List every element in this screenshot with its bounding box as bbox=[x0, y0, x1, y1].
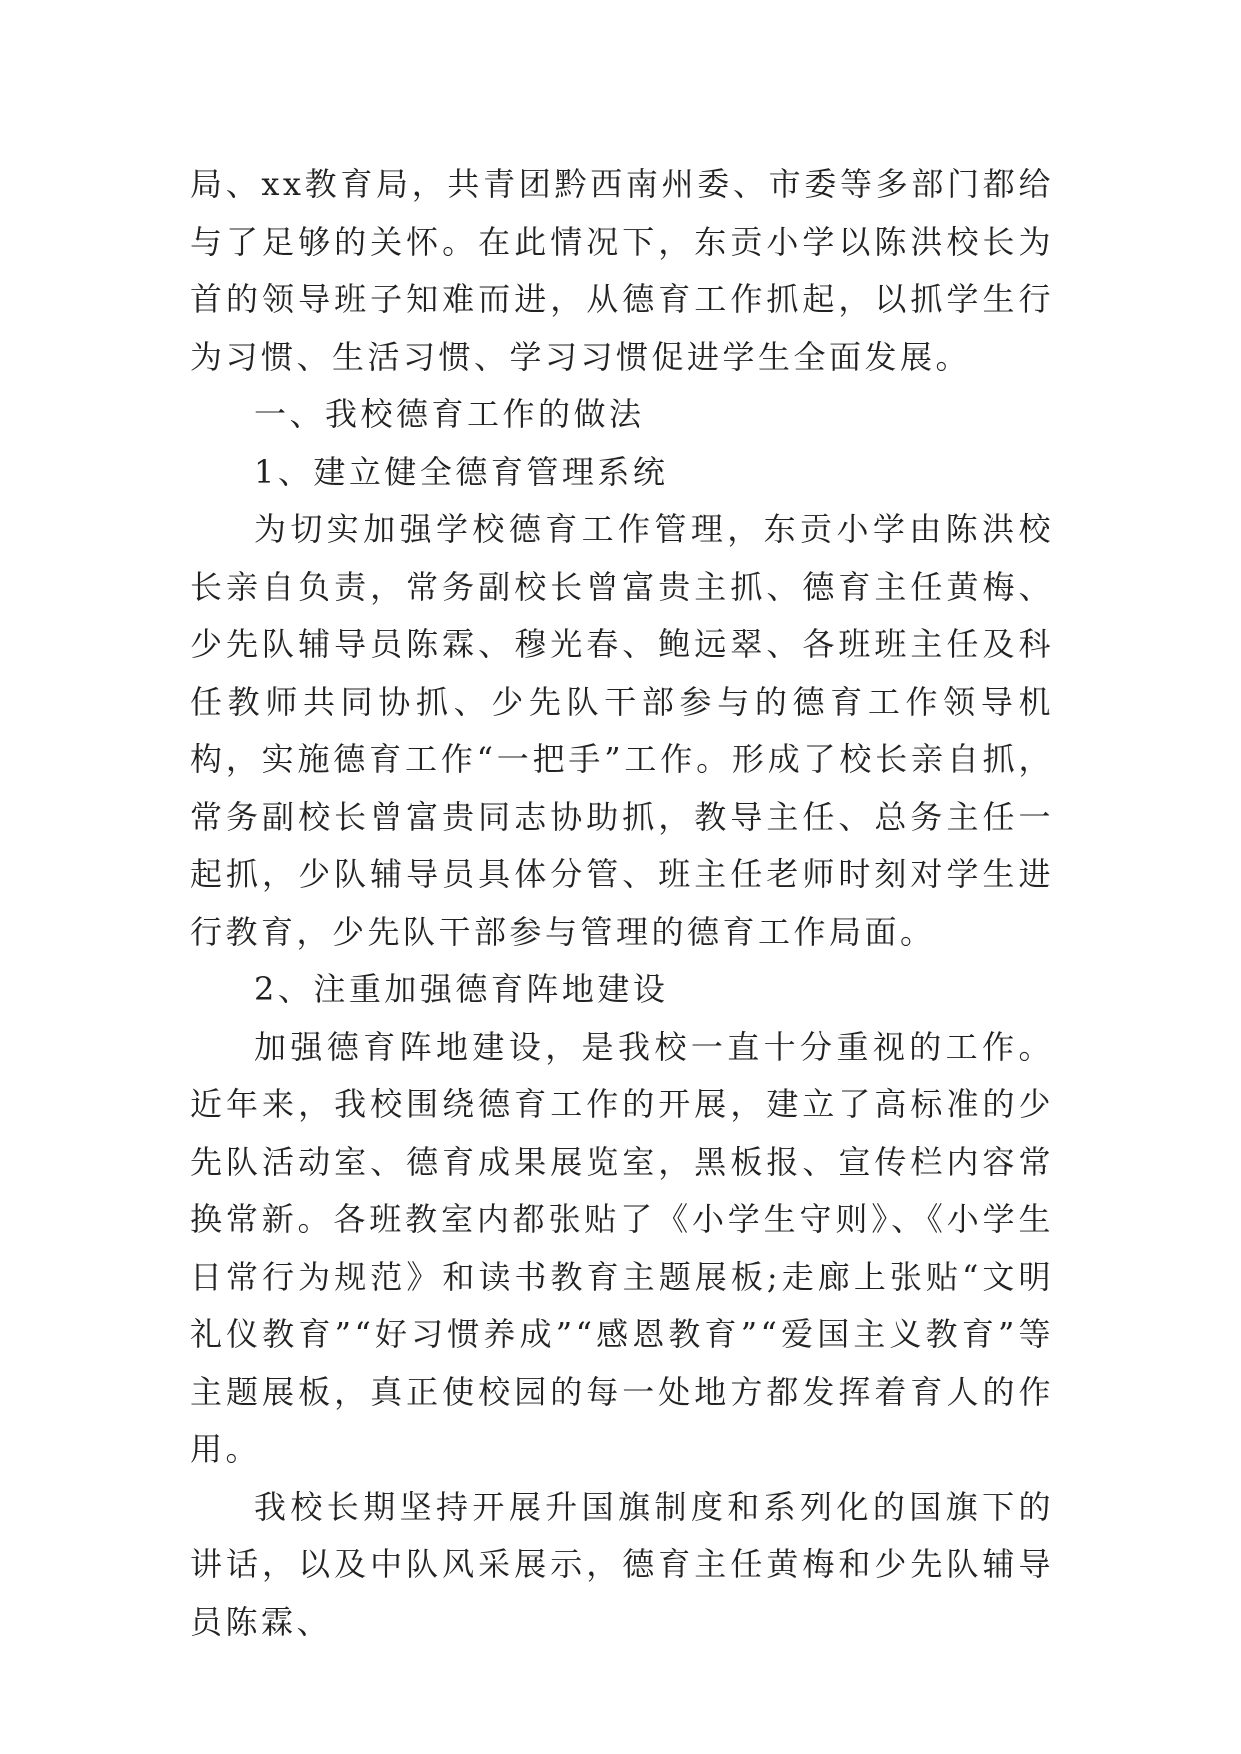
document-body bbox=[190, 156, 1054, 1651]
paragraph-continuation: 局、xx教育局，共青团黔西南州委、市委等多部门都给与了足够的关怀。在此情况下，东贡小学以陈洪校长为首的领导班子知难而进，从德育工作抓起，以抓学生行为习惯、生活习惯、学习习惯促进学生全面发展。 bbox=[190, 165, 1054, 376]
subsection-heading-position-building: 2、注重加强德育阵地建设 bbox=[254, 970, 669, 1008]
section-heading-practices: 一、我校德育工作的做法 bbox=[254, 395, 645, 433]
subsection-heading-management-system: 1、建立健全德育管理系统 bbox=[254, 452, 669, 491]
paragraph-flag-ceremony: 我校长期坚持开展升国旗制度和系列化的国旗下的讲话，以及中队风采展示，德育主任黄梅和少先队辅导员陈霖、 bbox=[190, 1487, 1054, 1641]
paragraph-management: 为切实加强学校德育工作管理，东贡小学由陈洪校长亲自负责，常务副校长曾富贵主抓、德育主任黄梅、少先队辅导员陈霖、穆光春、鲍远翠、各班班主任及科任教师共同协抓、少先队干部参与的德育工作领导机构，实施德育工作“一把手”工作。形成了校长亲自抓，常务副校长曾富贵同志协助抓，教导主任、总务主任一起抓，少队辅导员具体分管、班主任老师时刻对学生进行教育，少先队干部参与管理的德育工作局面。 bbox=[190, 510, 1054, 951]
paragraph-position-building: 加强德育阵地建设，是我校一直十分重视的工作。近年来，我校围绕德育工作的开展，建立了高标准的少先队活动室、德育成果展览室，黑板报、宣传栏内容常换常新。各班教室内都张贴了《小学生守则》、《小学生日常行为规范》和读书教育主题展板;走廊上张贴“文明礼仪教育”“好习惯养成”“感恩教育”“爱国主义教育”等主题展板，真正使校园的每一处地方都发挥着育人的作用。 bbox=[190, 1027, 1054, 1468]
